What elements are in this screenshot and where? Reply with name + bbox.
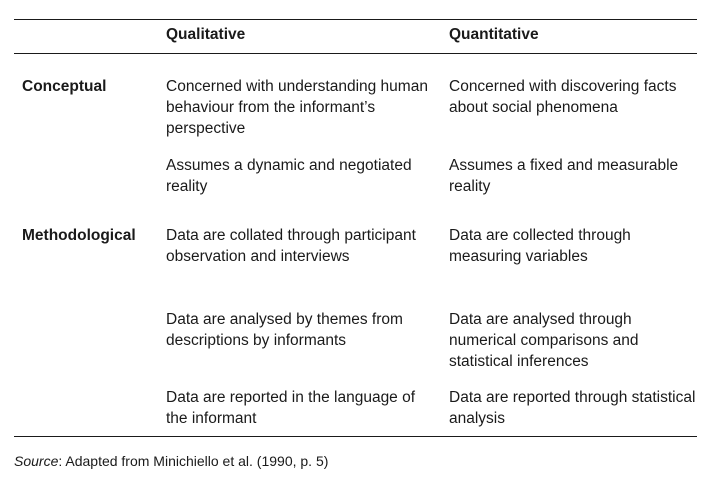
header-quantitative: Quantitative — [449, 26, 539, 43]
section-label-methodological: Methodological — [22, 227, 136, 244]
table-cell: Data are reported through statistical analysis — [449, 389, 696, 427]
table-cell: Data are analysed through numerical comparisons and statistical inferences — [449, 311, 639, 370]
table-cell: Assumes a fixed and measurable reality — [449, 157, 679, 195]
table-cell: Assumes a dynamic and negotiated reality — [166, 157, 412, 195]
table-cell: Data are collected through measuring variables — [449, 227, 631, 265]
source-text: : Adapted from Minichiello et al. (1990, p. 5) — [58, 453, 329, 469]
table-cell: Concerned with discovering facts about social phenomena — [449, 78, 677, 116]
table-cell: Data are analysed by themes from descriptions by informants — [166, 311, 403, 349]
table-header-rule — [14, 53, 697, 54]
table-cell: Data are reported in the language of the informant — [166, 389, 416, 427]
source-label: Source — [14, 453, 59, 469]
table-cell: Concerned with understanding human behaviour from the informant’s perspective — [166, 78, 428, 137]
table-bottom-rule — [14, 436, 697, 437]
header-qualitative: Qualitative — [166, 26, 246, 43]
table-cell: Data are collated through participant observation and interviews — [166, 227, 416, 265]
section-label-conceptual: Conceptual — [22, 78, 107, 95]
source-note — [14, 452, 328, 470]
table-top-rule — [14, 19, 697, 20]
